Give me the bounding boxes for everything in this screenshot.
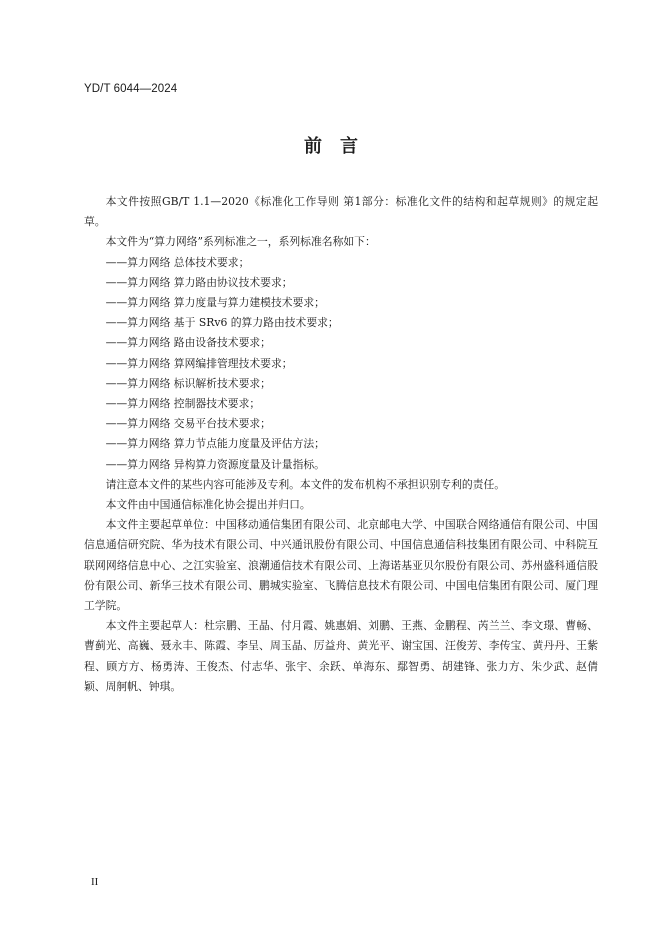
list-item: ——算力网络 算力路由协议技术要求； bbox=[105, 275, 293, 289]
list-item: ——算力网络 交易平台技术要求； bbox=[105, 417, 271, 431]
list-item: ——算力网络 总体技术要求； bbox=[105, 255, 250, 269]
list-item: ——算力网络 路由设备技术要求； bbox=[105, 336, 271, 350]
page-number: II bbox=[91, 876, 99, 888]
document-id: YD/T 6044—2024 bbox=[84, 83, 178, 95]
list-item: ——算力网络 算力节点能力度量及评估方法； bbox=[105, 437, 325, 451]
list-item: ——算力网络 控制器技术要求； bbox=[105, 397, 261, 411]
page-title: 前 言 bbox=[304, 136, 358, 157]
list-item: ——算力网络 标识解析技术要求； bbox=[105, 376, 271, 390]
drafting-units-paragraph: 本文件主要起草单位：中国移动通信集团有限公司、北京邮电大学、中国联合网络通信有限公司、中国信息通信研究院、华为技术有限公司、中兴通讯股份有限公司、中国信息通信科技集团有限公司、中科院互联网网络信息中心、之江实验室、浪潮通信技术有限公司、上海诺基亚贝尔股份有限公司、苏州盛科通信股份有限公司、新华三技术有限公司、鹏城实验室、飞腾信息技术有限公司、中国电信集团有限公司、厦门理工学院。 bbox=[84, 518, 598, 613]
series-intro-paragraph: 本文件为“算力网络”系列标准之一，系列标准名称如下： bbox=[105, 235, 376, 249]
list-item: ——算力网络 算力度量与算力建模技术要求； bbox=[105, 296, 325, 310]
drafting-rules-paragraph: 本文件按照GB/T 1.1—2020《标准化工作导则 第1部分：标准化文件的结构和起草规则》的规定起草。 bbox=[84, 195, 598, 229]
series-standards-list bbox=[84, 253, 598, 475]
list-item: ——算力网络 异构算力资源度量及计量指标。 bbox=[105, 457, 325, 471]
drafters-paragraph: 本文件主要起草人：杜宗鹏、王晶、付月霞、姚惠娟、刘鹏、王燕、金鹏程、芮兰兰、李文璟、曹畅、曹蓟光、高巍、聂永丰、陈霞、李呈、周玉晶、厉益舟、黄光平、谢宝国、汪俊芳、李传宝、黄丹丹、王紫程、顾方方、杨勇涛、王俊杰、付志华、张宇、余跃、单海东、鄢智勇、胡建锋、张力方、朱少武、赵倩颖、周舸帆、钟琪。 bbox=[84, 619, 598, 693]
proposer-paragraph: 本文件由中国通信标准化协会提出并归口。 bbox=[105, 498, 311, 512]
foreword-body bbox=[84, 192, 598, 697]
list-item: ——算力网络 算网编排管理技术要求； bbox=[105, 356, 293, 370]
patent-notice-paragraph: 请注意本文件的某些内容可能涉及专利。本文件的发布机构不承担识别专利的责任。 bbox=[105, 477, 506, 491]
list-item: ——算力网络 基于 SRv6 的算力路由技术要求； bbox=[105, 316, 339, 330]
